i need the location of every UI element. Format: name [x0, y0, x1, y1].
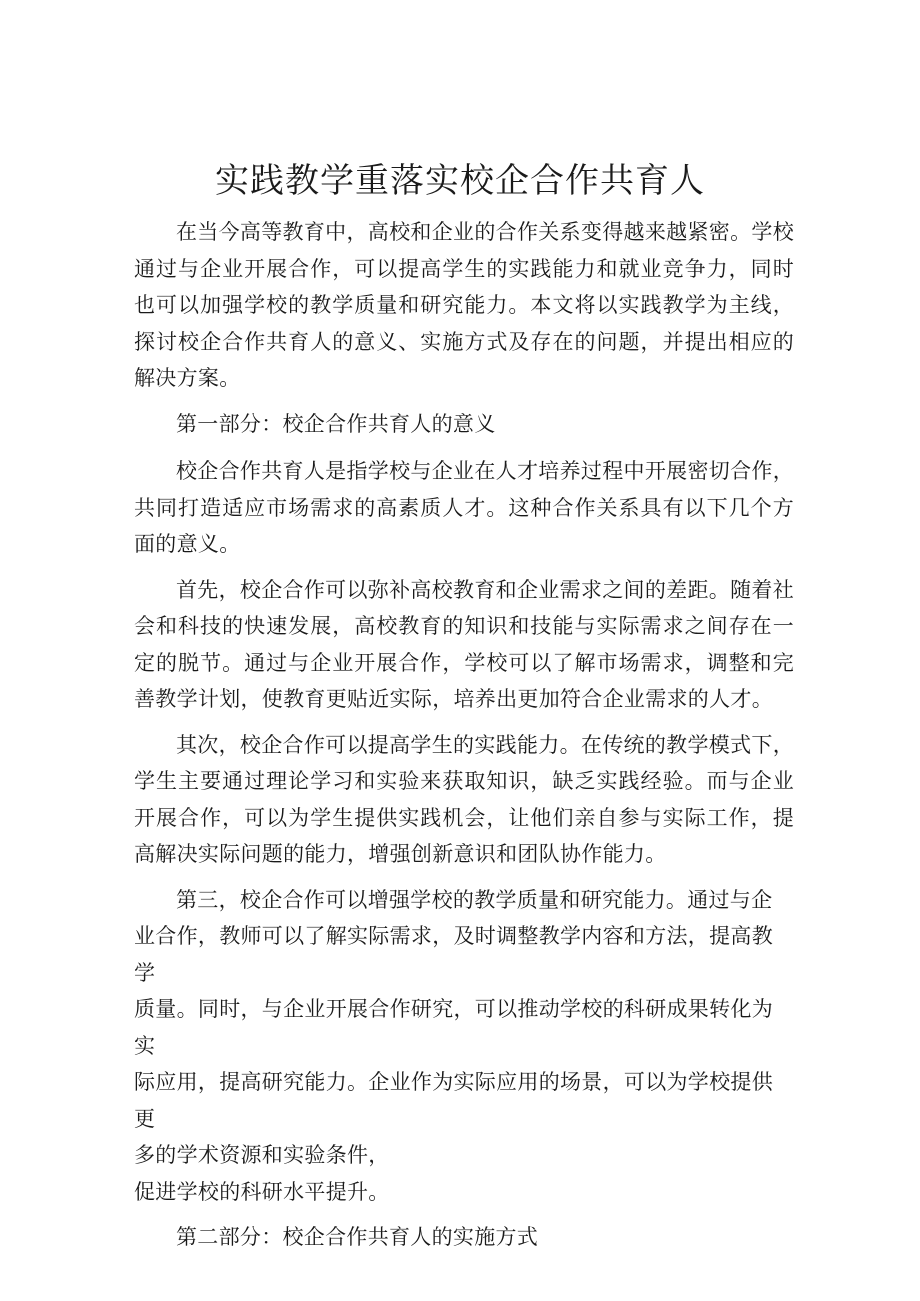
third-point-line: 业合作，教师可以了解实际需求，及时调整教学内容和方法，提高教学 [134, 924, 773, 985]
second-point-paragraph: 其次，校企合作可以提高学生的实践能力。在传统的教学模式下，学生主要通过理论学习和实验来获取知识，缺乏实践经验。而与企业开展合作，可以为学生提供实践机会，让他们亲自参与实际工作，提高解决实际问题的能力，增强创新意识和团队协作能力。 [134, 732, 794, 866]
third-point-line: 促进学校的科研水平提升。 [134, 1179, 390, 1204]
intro-paragraph: 在当今高等教育中，高校和企业的合作关系变得越来越紧密。学校通过与企业开展合作，可以提高学生的实践能力和就业竞争力，同时也可以加强学校的教学质量和研究能力。本文将以实践教学为主线，探讨校企合作共育人的意义、实施方式及存在的问题，并提出相应的解决方案。 [134, 220, 794, 390]
first-point-paragraph: 首先，校企合作可以弥补高校教育和企业需求之间的差距。随着社会和科技的快速发展，高校教育的知识和技能与实际需求之间存在一定的脱节。通过与企业开展合作，学校可以了解市场需求，调整和完善教学计划，使教育更贴近实际，培养出更加符合企业需求的人才。 [134, 577, 794, 711]
third-point-paragraph [134, 882, 794, 1211]
definition-paragraph: 校企合作共育人是指学校与企业在人才培养过程中开展密切合作，共同打造适应市场需求的高素质人才。这种合作关系具有以下几个方面的意义。 [134, 459, 794, 556]
third-point-line: 际应用，提高研究能力。企业作为实际应用的场景，可以为学校提供更 [134, 1070, 773, 1131]
section-two-heading: 第二部分：校企合作共育人的实施方式 [176, 1225, 539, 1249]
document-body [134, 214, 794, 1256]
section-one-heading: 第一部分：校企合作共育人的意义 [176, 411, 496, 436]
document-title: 实践教学重落实校企合作共育人 [215, 161, 705, 201]
third-point-line: 质量。同时，与企业开展合作研究，可以推动学校的科研成果转化为实 [134, 997, 773, 1058]
third-point-line: 第三，校企合作可以增强学校的教学质量和研究能力。通过与企 [176, 887, 773, 912]
third-point-line: 多的学术资源和实验条件， [134, 1143, 390, 1167]
